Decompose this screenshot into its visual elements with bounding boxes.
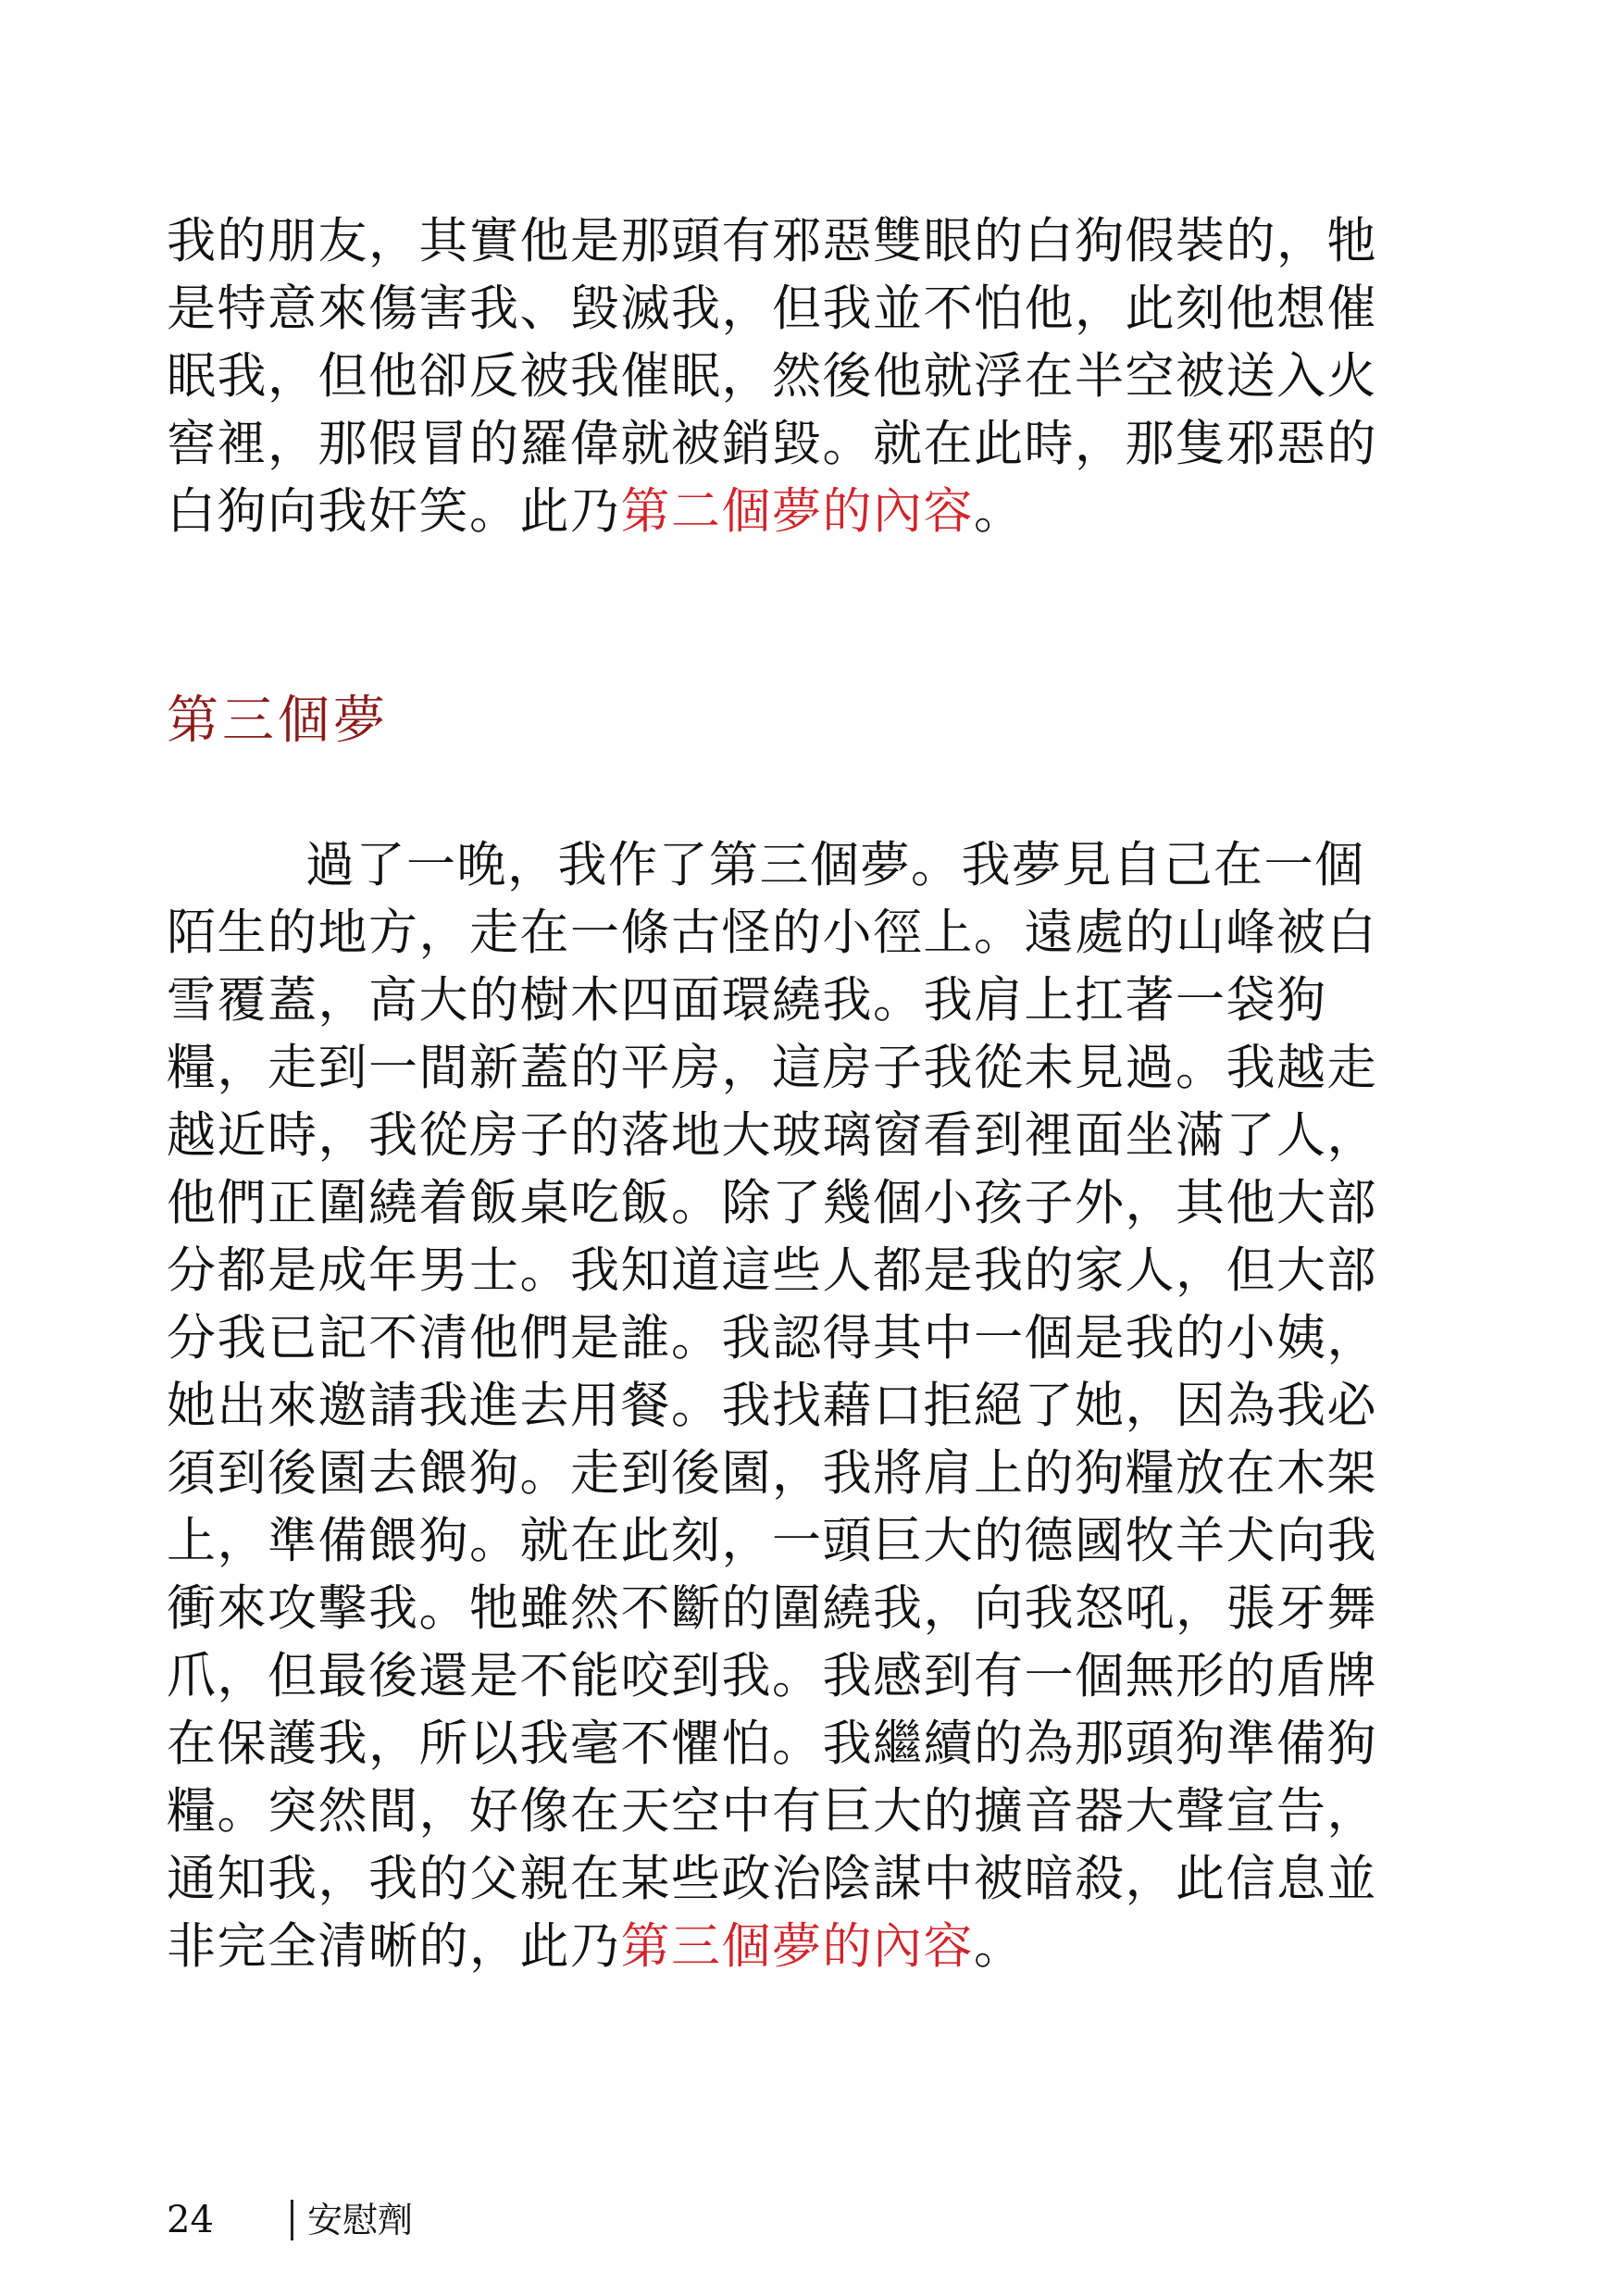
text-plain: 非完全清晰的，此乃 <box>167 1918 621 1975</box>
paragraph-third-dream <box>167 831 1407 1980</box>
text-line: 他們正圍繞着飯桌吃飯。除了幾個小孩子外，其他大部 <box>167 1175 1377 1231</box>
text-line: 分都是成年男士。我知道這些人都是我的家人，但大部 <box>167 1242 1377 1299</box>
text-line: 爪，但最後還是不能咬到我。我感到有一個無形的盾牌 <box>167 1648 1377 1704</box>
text-line: 眠我，但他卻反被我催眠，然後他就浮在半空被送入火 <box>167 348 1377 405</box>
page-footer <box>167 2192 413 2248</box>
text-line: 是特意來傷害我、毀滅我，但我並不怕他，此刻他想催 <box>167 281 1377 337</box>
text-line: 須到後園去餵狗。走到後園，我將肩上的狗糧放在木架 <box>167 1445 1377 1502</box>
text-line: 越近時，我從房子的落地大玻璃窗看到裡面坐滿了人， <box>167 1107 1377 1164</box>
text-line <box>167 831 1407 899</box>
paragraph-second-dream-ending <box>167 207 1407 545</box>
text-line: 我的朋友，其實他是那頭有邪惡雙眼的白狗假裝的，牠 <box>167 213 1377 269</box>
text-line: 陌生的地方，走在一條古怪的小徑上。遠處的山峰被白 <box>167 905 1377 961</box>
text-line: 分我已記不清他們是誰。我認得其中一個是我的小姨， <box>167 1310 1377 1366</box>
text-plain: 。 <box>974 1918 1025 1975</box>
text-line: 雪覆蓋，高大的樹木四面環繞我。我肩上扛著一袋狗 <box>167 972 1327 1029</box>
text-line: 通知我，我的父親在某些政治陰謀中被暗殺，此信息並 <box>167 1851 1377 1907</box>
footer-divider <box>291 2200 293 2240</box>
highlight-text: 第三個夢的內容 <box>620 1918 974 1975</box>
text-plain: 白狗向我奸笑。此乃 <box>167 483 621 540</box>
text-line: 窖裡，那假冒的羅偉就被銷毀。就在此時，那隻邪惡的 <box>167 416 1377 472</box>
section-heading: 第三個夢 <box>167 691 389 751</box>
text-plain: 。 <box>974 483 1025 540</box>
text-line: 糧。突然間，好像在天空中有巨大的擴音器大聲宣告， <box>167 1783 1377 1840</box>
text-line: 她出來邀請我進去用餐。我找藉口拒絕了她，因為我必 <box>167 1378 1377 1434</box>
text-line <box>167 478 1407 545</box>
text-line: 在保護我，所以我毫不懼怕。我繼續的為那頭狗準備狗 <box>167 1716 1377 1772</box>
highlight-text: 第二個夢的內容 <box>620 483 974 540</box>
page-number: 24 <box>167 2199 214 2241</box>
text-plain: 過了一晚，我作了第三個夢。我夢見自己在一個 <box>305 837 1365 893</box>
text-line: 上，準備餵狗。就在此刻，一頭巨大的德國牧羊犬向我 <box>167 1513 1377 1569</box>
text-line: 糧，走到一間新蓋的平房，這房子我從未見過。我越走 <box>167 1040 1377 1096</box>
text-line <box>167 1913 1407 1980</box>
book-title: 安慰劑 <box>307 2200 414 2240</box>
text-line: 衝來攻擊我。牠雖然不斷的圍繞我，向我怒吼，張牙舞 <box>167 1580 1377 1637</box>
